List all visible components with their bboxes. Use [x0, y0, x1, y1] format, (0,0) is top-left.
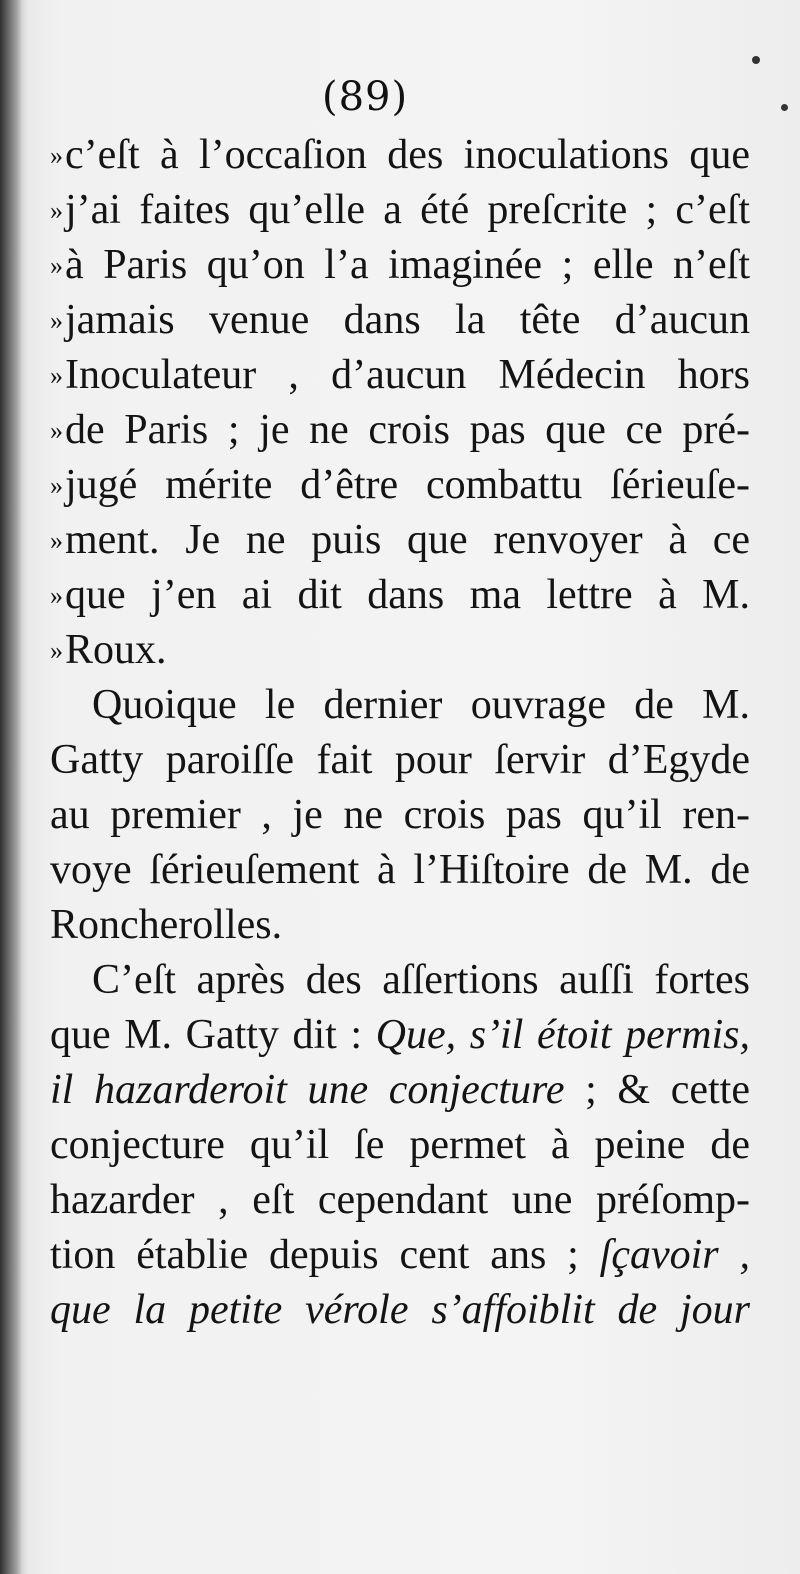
- text-line: »c’eſt à l’occaſion des inoculations que: [50, 132, 750, 178]
- text-line: conjecture qu’il ſe permet à peine de: [50, 1122, 750, 1168]
- text-line: »Inoculateur , d’aucun Médecin hors: [50, 352, 750, 398]
- text-line: tion établie depuis cent ans ; ſçavoir ,: [50, 1232, 750, 1278]
- ink-speck: [752, 56, 760, 64]
- page-number: (89): [322, 74, 409, 120]
- text-line: »ment. Je ne puis que renvoyer à ce: [50, 517, 750, 563]
- text-line: »que j’en ai dit dans ma lettre à M.: [50, 572, 750, 618]
- quote-mark: »: [50, 141, 63, 170]
- text-line: au premier , je ne crois pas qu’il ren-: [50, 792, 750, 838]
- text-line: »jugé mérite d’être combattu ſérieuſe-: [50, 462, 750, 508]
- quote-mark: »: [50, 471, 63, 500]
- page-text: [50, 128, 750, 1338]
- quote-mark: »: [50, 636, 63, 665]
- quote-mark: »: [50, 251, 63, 280]
- text-line: que M. Gatty dit : Que, s’il étoit permis,: [50, 1012, 750, 1058]
- text-line: hazarder , eſt cependant une préſomp-: [50, 1177, 750, 1223]
- text-line: »j’ai faites qu’elle a été preſcrite ; c’eſt: [50, 187, 750, 233]
- text-line: »à Paris qu’on l’a imaginée ; elle n’eſt: [50, 242, 750, 288]
- quote-mark: »: [50, 361, 63, 390]
- quote-mark: »: [50, 581, 63, 610]
- quote-mark: »: [50, 416, 63, 445]
- text-line: Gatty paroiſſe fait pour ſervir d’Egyde: [50, 737, 750, 783]
- gutter-shadow: [0, 0, 22, 1574]
- text-line: il hazarderoit une conjecture ; & cette: [50, 1067, 750, 1113]
- quote-mark: »: [50, 526, 63, 555]
- text-line: »de Paris ; je ne crois pas que ce pré-: [50, 407, 750, 453]
- text-line: »Roux.: [50, 627, 167, 673]
- text-line: »jamais venue dans la tête d’aucun: [50, 297, 750, 343]
- quote-mark: »: [50, 196, 63, 225]
- text-line: que la petite vérole s’affoiblit de jour: [50, 1287, 750, 1333]
- ink-speck: [781, 104, 788, 111]
- text-line: Quoique le dernier ouvrage de M.: [92, 682, 750, 728]
- text-line: voye ſérieuſement à l’Hiſtoire de M. de: [50, 847, 750, 893]
- text-line: C’eſt après des aſſertions auſſi fortes: [92, 957, 750, 1003]
- quote-mark: »: [50, 306, 63, 335]
- text-line: Roncherolles.: [50, 902, 283, 948]
